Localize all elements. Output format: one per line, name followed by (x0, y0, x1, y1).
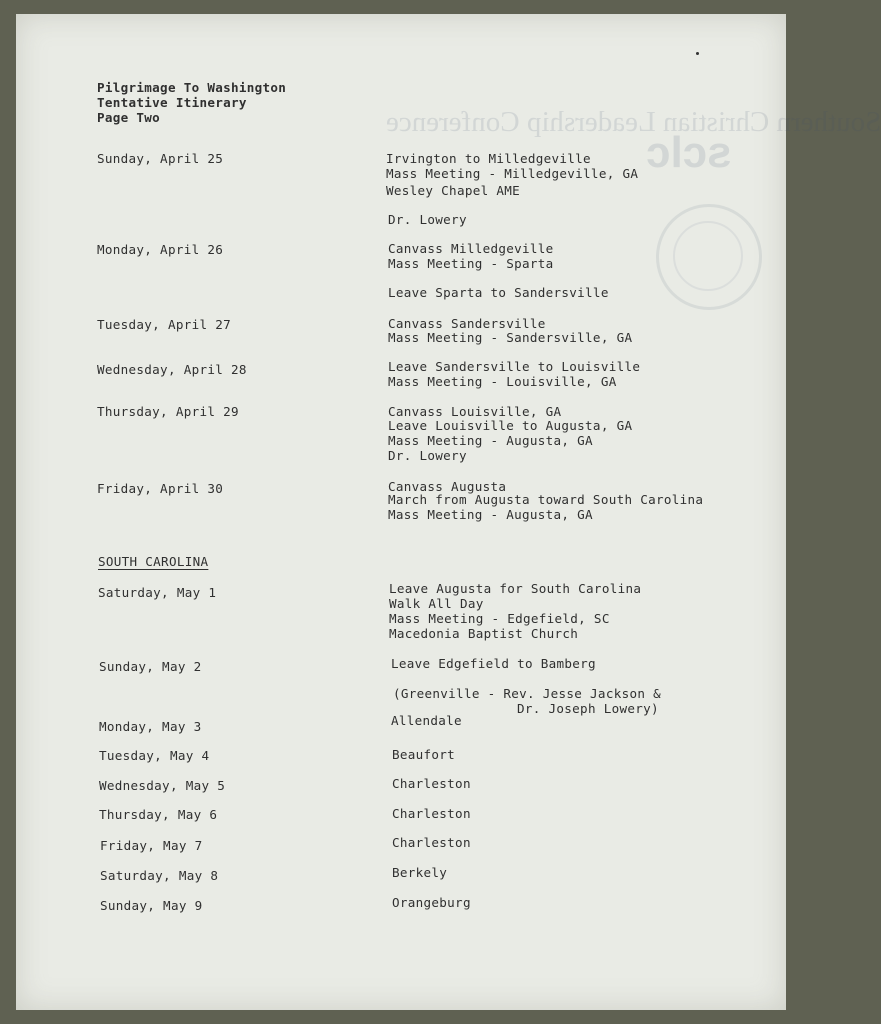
itinerary-line: Berkely (392, 865, 448, 880)
itinerary-line: Canvass Louisville, GA (388, 404, 562, 419)
itinerary-date: Sunday, May 2 (99, 659, 202, 674)
itinerary-line: Mass Meeting - Edgefield, SC (389, 611, 610, 626)
itinerary-line: Wesley Chapel AME (386, 183, 520, 198)
itinerary-line: (Greenville - Rev. Jesse Jackson & (393, 686, 661, 701)
itinerary-line: Charleston (392, 776, 471, 791)
ink-speck (696, 52, 699, 55)
itinerary-line: Walk All Day (389, 596, 484, 611)
itinerary-line: March from Augusta toward South Carolina (388, 492, 704, 507)
itinerary-date: Wednesday, May 5 (99, 778, 226, 793)
itinerary-line: Leave Sparta to Sandersville (388, 285, 609, 300)
itinerary-date: Thursday, April 29 (97, 404, 239, 419)
itinerary-line: Beaufort (392, 747, 456, 762)
itinerary-line: Leave Edgefield to Bamberg (391, 656, 596, 671)
header-subtitle: Tentative Itinerary (97, 95, 247, 110)
section-heading-south-carolina: SOUTH CAROLINA (98, 554, 209, 569)
bleed-through-logo: sclc (646, 128, 732, 177)
itinerary-line: Leave Louisville to Augusta, GA (388, 418, 633, 433)
itinerary-line: Canvass Augusta (388, 479, 507, 494)
itinerary-date: Thursday, May 6 (99, 807, 218, 822)
itinerary-line: Mass Meeting - Augusta, GA (388, 507, 593, 522)
itinerary-line: Dr. Lowery (388, 448, 467, 463)
itinerary-line: Orangeburg (392, 895, 471, 910)
itinerary-date: Monday, April 26 (97, 242, 224, 257)
itinerary-line: Leave Augusta for South Carolina (389, 581, 642, 596)
itinerary-line: Irvington to Milledgeville (386, 151, 591, 166)
itinerary-line: Charleston (392, 835, 471, 850)
itinerary-date: Sunday, April 25 (97, 151, 224, 166)
itinerary-line: Mass Meeting - Augusta, GA (388, 433, 593, 448)
itinerary-line: Dr. Joseph Lowery) (517, 701, 659, 716)
itinerary-date: Tuesday, May 4 (99, 748, 210, 763)
itinerary-line: Mass Meeting - Milledgeville, GA (386, 166, 639, 181)
itinerary-line: Canvass Milledgeville (388, 241, 554, 256)
itinerary-date: Friday, May 7 (100, 838, 203, 853)
itinerary-date: Saturday, May 1 (98, 585, 217, 600)
itinerary-date: Tuesday, April 27 (97, 317, 231, 332)
header-title: Pilgrimage To Washington (97, 80, 287, 95)
bleed-through-letterhead: Southern Christian Leadership Conference (386, 106, 881, 138)
itinerary-date: Sunday, May 9 (100, 898, 203, 913)
itinerary-date: Saturday, May 8 (100, 868, 219, 883)
itinerary-line: Macedonia Baptist Church (389, 626, 579, 641)
itinerary-line: Charleston (392, 806, 471, 821)
header-page-number: Page Two (97, 110, 161, 125)
itinerary-line: Canvass Sandersville (388, 316, 546, 331)
itinerary-line: Mass Meeting - Sandersville, GA (388, 330, 633, 345)
itinerary-line: Mass Meeting - Sparta (388, 256, 554, 271)
itinerary-line: Dr. Lowery (388, 212, 467, 227)
itinerary-date: Monday, May 3 (99, 719, 202, 734)
itinerary-line: Mass Meeting - Louisville, GA (388, 374, 617, 389)
itinerary-date: Wednesday, April 28 (97, 362, 247, 377)
itinerary-line: Leave Sandersville to Louisville (388, 359, 641, 374)
bleed-through-seal (656, 204, 762, 310)
itinerary-line: Allendale (391, 713, 462, 728)
itinerary-date: Friday, April 30 (97, 481, 224, 496)
